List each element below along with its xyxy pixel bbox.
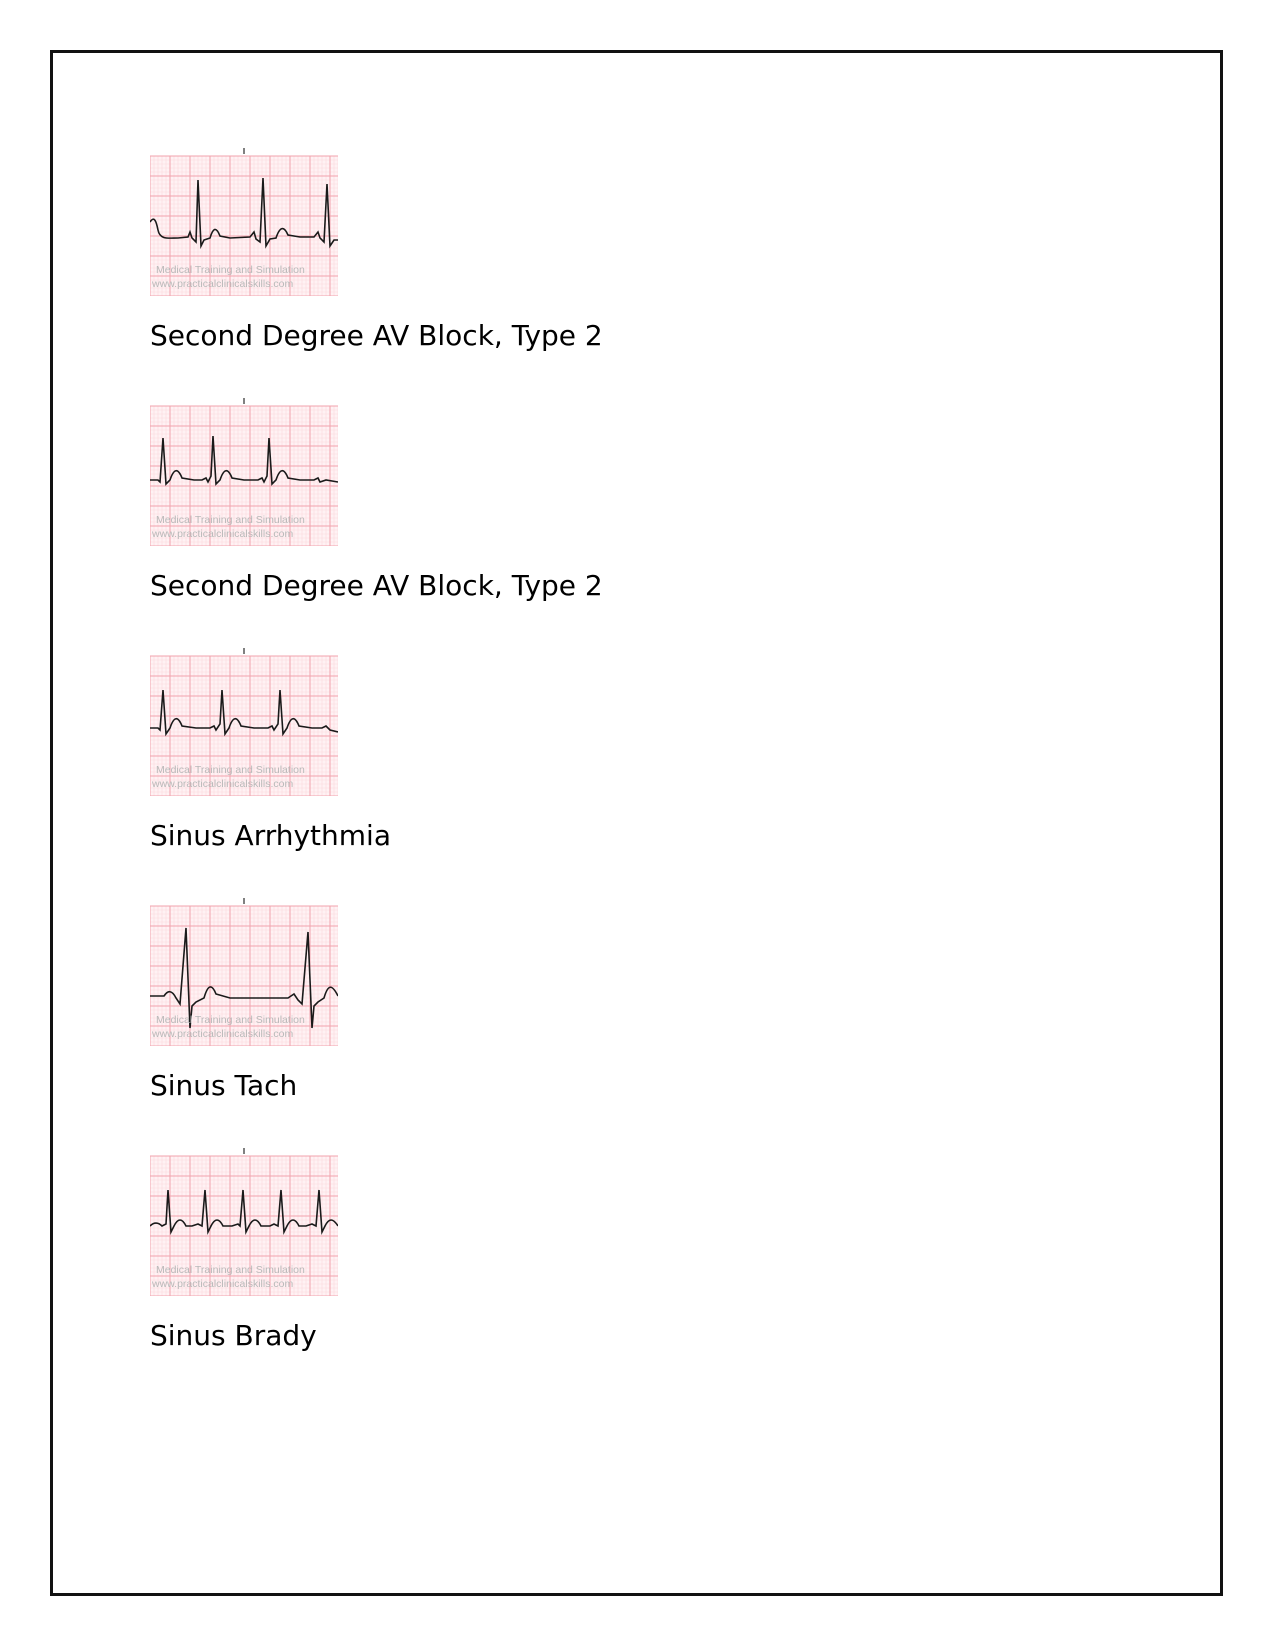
ecg-strip-3 (150, 648, 338, 796)
watermark-line2: www.practicalclinicalskills.com (152, 778, 294, 790)
watermark-line1: Medical Training and Simulation (156, 1014, 305, 1026)
ecg-strip-5 (150, 1148, 338, 1296)
strip-caption-5: Sinus Brady (150, 1319, 317, 1352)
watermark-line2: www.practicalclinicalskills.com (152, 528, 294, 540)
watermark-line2: www.practicalclinicalskills.com (152, 1278, 294, 1290)
ecg-strip-image (150, 148, 338, 296)
ecg-strip-4 (150, 898, 338, 1046)
ecg-strip-2 (150, 398, 338, 546)
ecg-strip-1 (150, 148, 338, 296)
watermark-line2: www.practicalclinicalskills.com (152, 278, 294, 290)
ecg-strip-image (150, 898, 338, 1046)
strip-caption-3: Sinus Arrhythmia (150, 819, 391, 852)
watermark-line1: Medical Training and Simulation (156, 264, 305, 276)
ecg-strip-image (150, 1148, 338, 1296)
strip-caption-4: Sinus Tach (150, 1069, 298, 1102)
ecg-strip-image (150, 648, 338, 796)
watermark-line1: Medical Training and Simulation (156, 1264, 305, 1276)
ecg-strip-image (150, 398, 338, 546)
strip-caption-2: Second Degree AV Block, Type 2 (150, 569, 603, 602)
watermark-line1: Medical Training and Simulation (156, 764, 305, 776)
strip-caption-1: Second Degree AV Block, Type 2 (150, 319, 603, 352)
watermark-line1: Medical Training and Simulation (156, 514, 305, 526)
watermark-line2: www.practicalclinicalskills.com (152, 1028, 294, 1040)
